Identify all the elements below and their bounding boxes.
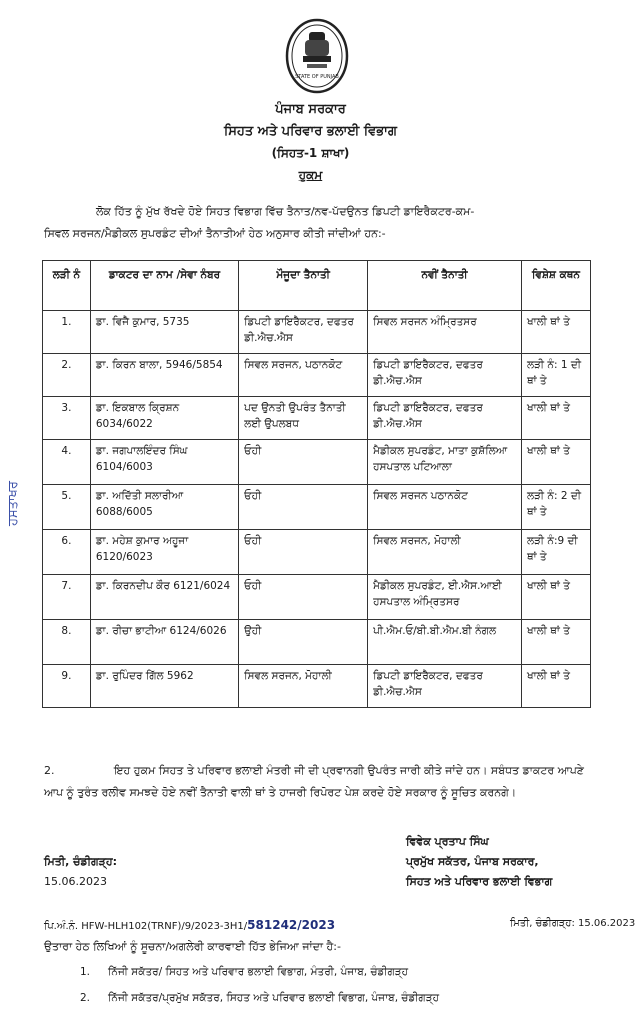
table-row bbox=[43, 485, 591, 530]
intro-line-2: ਸਿਵਲ ਸਰਜਨ/ਮੈਡੀਕਲ ਸੁਪਰਡੰਟ ਦੀਆਂ ਤੈਨਾਤੀਆਂ ਹੇਠ ਅਨੁਸਾਰ ਕੀਤੀ ਜਾਂਦੀਆਂ ਹਨ:- bbox=[44, 227, 386, 240]
current-cell: ਡਿਪਟੀ ਡਾਇਰੈਕਟਰ, ਦਫਤਰ ਡੀ.ਐਚ.ਐਸ bbox=[239, 311, 368, 354]
date-block bbox=[44, 852, 117, 892]
serial-cell: 6. bbox=[43, 530, 91, 575]
current-cell: ਓਹੀ bbox=[239, 485, 368, 530]
memo-line bbox=[44, 918, 635, 932]
signatory-designation: ਪ੍ਰਮੁੱਖ ਸਕੱਤਰ, ਪੰਜਾਬ ਸਰਕਾਰ, bbox=[406, 855, 539, 868]
serial-cell: 1. bbox=[43, 311, 91, 354]
intro-line-1: ਲੋਕ ਹਿੱਤ ਨੂੰ ਮੁੱਖ ਰੱਖਦੇ ਹੋਏ ਸਿਹਤ ਵਿਭਾਗ ਵਿੱਚ ਤੈਨਾਤ/ਨਵ-ਪੱਦਉਨਤ ਡਿਪਟੀ ਡਾਇਰੈਕਟਰ-ਕਮ- bbox=[96, 205, 475, 218]
col-remarks: ਵਿਸ਼ੇਸ਼ ਕਥਨ bbox=[521, 261, 590, 311]
paragraph-text: ਇਹ ਹੁਕਮ ਸਿਹਤ ਤੇ ਪਰਿਵਾਰ ਭਲਾਈ ਮੰਤਰੀ ਜੀ ਦੀ ਪ੍ਰਵਾਨਗੀ ਉਪਰੰਤ ਜਾਰੀ ਕੀਤੇ ਜਾਂਦੇ ਹਨ। ਸਬੰਧਤ ਡਾਕਟਰ ਆਪਣੇ ਆਪ ਨੂੰ ਤੁਰੰਤ ਰਲੀਵ ਸਮਝਦੇ ਹੋਏ ਨਵੀਂ ਤੈਨਾਤੀ ਵਾਲੀ ਥਾਂ ਤੇ ਹਾਜਰੀ ਰਿਪੋਰਟ ਪੇਸ਼ ਕਰਦੇ ਹੋਏ ਸਰਕਾਰ ਨੂੰ ਸੂਚਿਤ ਕਰਨਗੇ। bbox=[44, 764, 584, 799]
serial-cell: 8. bbox=[43, 620, 91, 665]
current-cell: ਓਹੀ bbox=[239, 530, 368, 575]
name-cell: ਡਾ. ਰੀਚਾ ਭਾਟੀਆ 6124/6026 bbox=[90, 620, 238, 665]
serial-cell: 5. bbox=[43, 485, 91, 530]
memo-number: ਪਿ.ਅੰ.ਨੰ. HFW-HLH102(TRNF)/9/2023-3H1/ bbox=[44, 921, 248, 932]
name-cell: ਡਾ. ਕਿਰਨ ਬਾਲਾ, 5946/5854 bbox=[90, 354, 238, 397]
remark-cell: ਖਾਲੀ ਥਾਂ ਤੇ bbox=[521, 665, 590, 708]
name-cell: ਡਾ. ਰੁਪਿੰਦਰ ਗਿੱਲ 5962 bbox=[90, 665, 238, 708]
current-cell: ਉਹੀ bbox=[239, 620, 368, 665]
header-department: ਸਿਹਤ ਅਤੇ ਪਰਿਵਾਰ ਭਲਾਈ ਵਿਭਾਗ bbox=[224, 124, 397, 139]
copy-intro: ਉਤਾਰਾ ਹੇਠ ਲਿਖਿਆਂ ਨੂੰ ਸੂਚਨਾ/ਅਗਲੇਰੀ ਕਾਰਵਾਈ ਹਿੱਤ ਭੇਜਿਆ ਜਾਂਦਾ ਹੈ:- bbox=[44, 940, 341, 953]
remark-cell: ਖਾਲੀ ਥਾਂ ਤੇ bbox=[521, 397, 590, 440]
new-cell: ਸਿਵਲ ਸਰਜਨ ਪਠਾਨਕੋਟ bbox=[368, 485, 522, 530]
memo-handwritten-number: 581242/2023 bbox=[247, 918, 336, 932]
new-cell: ਡਿਪਟੀ ਡਾਇਰੈਕਟਰ, ਦਫਤਰ ਡੀ.ਐਚ.ਐਸ bbox=[368, 354, 522, 397]
current-cell: ਓਹੀ bbox=[239, 440, 368, 485]
name-cell: ਡਾ. ਅਦਿੱਤੀ ਸਲਾਰੀਆ 6088/6005 bbox=[90, 485, 238, 530]
serial-cell: 7. bbox=[43, 575, 91, 620]
header-order: ਹੁਕਮ bbox=[298, 168, 323, 182]
current-cell: ਓਹੀ bbox=[239, 575, 368, 620]
current-cell: ਸਿਵਲ ਸਰਜਨ, ਮੋਹਾਲੀ bbox=[239, 665, 368, 708]
name-cell: ਡਾ. ਕਿਰਨਦੀਪ ਕੌਰ 6121/6024 bbox=[90, 575, 238, 620]
date-place: ਮਿਤੀ, ਚੰਡੀਗੜ੍ਹ: bbox=[44, 855, 118, 868]
new-cell: ਮੈਡੀਕਲ ਸੁਪਰਡੰਟ, ਈ.ਐਸ.ਆਈ ਹਸਪਤਾਲ ਅੰਮ੍ਰਿਤਸਰ bbox=[368, 575, 522, 620]
remark-cell: ਲੜੀ ਨੰ: 1 ਦੀ ਥਾਂ ਤੇ bbox=[521, 354, 590, 397]
copy-item bbox=[80, 966, 408, 979]
table-row bbox=[43, 354, 591, 397]
copy-item bbox=[80, 992, 439, 1005]
name-cell: ਡਾ. ਮਹੇਸ਼ ਕੁਮਾਰ ਅਹੂਜਾ 6120/6023 bbox=[90, 530, 238, 575]
remark-cell: ਲੜੀ ਨੰ:9 ਦੀ ਥਾਂ ਤੇ bbox=[521, 530, 590, 575]
current-cell: ਪਦ ਉਨਤੀ ਉਪਰੰਤ ਤੈਨਾਤੀ ਲਈ ਉਪਲਬਧ bbox=[239, 397, 368, 440]
new-cell: ਪੀ.ਐਮ.ਓ/ਬੀ.ਬੀ.ਐਮ.ਬੀ ਨੰਗਲ bbox=[368, 620, 522, 665]
name-cell: ਡਾ. ਜਗਪਾਲਇੰਦਰ ਸਿੰਘ 6104/6003 bbox=[90, 440, 238, 485]
table-row bbox=[43, 311, 591, 354]
copy-item-number: 1. bbox=[80, 966, 91, 978]
table-header-row bbox=[43, 261, 591, 311]
state-emblem-icon bbox=[285, 18, 349, 94]
table-row bbox=[43, 620, 591, 665]
new-cell: ਸਿਵਲ ਸਰਜਨ ਅੰਮ੍ਰਿਤਸਰ bbox=[368, 311, 522, 354]
new-cell: ਡਿਪਟੀ ਡਾਇਰੈਕਟਰ, ਦਫਤਰ ਡੀ.ਐਚ.ਐਸ bbox=[368, 665, 522, 708]
table-row bbox=[43, 530, 591, 575]
remark-cell: ਖਾਲੀ ਥਾਂ ਤੇ bbox=[521, 620, 590, 665]
new-cell: ਮੈਡੀਕਲ ਸੁਪਰਡੰਟ, ਮਾਤਾ ਕੁਸ਼ੱਲਿਆ ਹਸਪਤਾਲ ਪਟਿਆਲਾ bbox=[368, 440, 522, 485]
signatory-name: ਵਿਵੇਕ ਪ੍ਰਤਾਪ ਸਿੰਘ bbox=[406, 835, 489, 848]
remark-cell: ਲੜੀ ਨੰ: 2 ਦੀ ਥਾਂ ਤੇ bbox=[521, 485, 590, 530]
table-row bbox=[43, 575, 591, 620]
col-current-posting: ਮੌਜੂਦਾ ਤੈਨਾਤੀ bbox=[239, 261, 368, 311]
new-cell: ਸਿਵਲ ਸਰਜਨ, ਮੋਹਾਲੀ bbox=[368, 530, 522, 575]
signatory-department: ਸਿਹਤ ਅਤੇ ਪਰਿਵਾਰ ਭਲਾਈ ਵਿਭਾਗ bbox=[406, 875, 553, 888]
table-row bbox=[43, 665, 591, 708]
serial-cell: 2. bbox=[43, 354, 91, 397]
signature-block bbox=[406, 832, 552, 892]
date-value: 15.06.2023 bbox=[44, 875, 107, 888]
table-row bbox=[43, 440, 591, 485]
name-cell: ਡਾ. ਵਿਜੈ ਕੁਮਾਰ, 5735 bbox=[90, 311, 238, 354]
remark-cell: ਖਾਲੀ ਥਾਂ ਤੇ bbox=[521, 575, 590, 620]
remark-cell: ਖਾਲੀ ਥਾਂ ਤੇ bbox=[521, 311, 590, 354]
paragraph-2 bbox=[44, 760, 584, 804]
col-serial: ਲੜੀ ਨੰ bbox=[43, 261, 91, 311]
col-new-posting: ਨਵੀਂ ਤੈਨਾਤੀ bbox=[368, 261, 522, 311]
handwritten-side-note: ਹਸਤਾਖਰ bbox=[6, 481, 21, 526]
current-cell: ਸਿਵਲ ਸਰਜਨ, ਪਠਾਨਕੋਟ bbox=[239, 354, 368, 397]
copy-item-text: ਨਿੱਜੀ ਸਕੱਤਰ/ ਸਿਹਤ ਅਤੇ ਪਰਿਵਾਰ ਭਲਾਈ ਵਿਭਾਗ, ਮੰਤਰੀ, ਪੰਜਾਬ, ਚੰਡੀਗੜ੍ਹ bbox=[108, 966, 409, 978]
copy-item-text: ਨਿੱਜੀ ਸਕੱਤਰ/ਪ੍ਰਮੁੱਖ ਸਕੱਤਰ, ਸਿਹਤ ਅਤੇ ਪਰਿਵਾਰ ਭਲਾਈ ਵਿਭਾਗ, ਪੰਜਾਬ, ਚੰਡੀਗੜ੍ਹ bbox=[108, 992, 440, 1004]
svg-text:STATE OF PUNJAB: STATE OF PUNJAB bbox=[295, 74, 339, 80]
table-row bbox=[43, 397, 591, 440]
memo-date: ਮਿਤੀ, ਚੰਡੀਗੜ੍ਹ: 15.06.2023 bbox=[510, 918, 635, 929]
serial-cell: 3. bbox=[43, 397, 91, 440]
name-cell: ਡਾ. ਇਕਬਾਲ ਕ੍ਰਿਸ਼ਨ 6034/6022 bbox=[90, 397, 238, 440]
copy-item-number: 2. bbox=[80, 992, 91, 1004]
serial-cell: 4. bbox=[43, 440, 91, 485]
header-branch: (ਸਿਹਤ-1 ਸ਼ਾਖਾ) bbox=[271, 146, 350, 160]
header-government: ਪੰਜਾਬ ਸਰਕਾਰ bbox=[275, 102, 346, 117]
postings-table bbox=[42, 260, 591, 708]
serial-cell: 9. bbox=[43, 665, 91, 708]
new-cell: ਡਿਪਟੀ ਡਾਇਰੈਕਟਰ, ਦਫਤਰ ਡੀ.ਐਚ.ਐਸ bbox=[368, 397, 522, 440]
col-doctor-name: ਡਾਕਟਰ ਦਾ ਨਾਮ /ਸੇਵਾ ਨੰਬਰ bbox=[90, 261, 238, 311]
remark-cell: ਖਾਲੀ ਥਾਂ ਤੇ bbox=[521, 440, 590, 485]
paragraph-number: 2. bbox=[44, 764, 55, 777]
